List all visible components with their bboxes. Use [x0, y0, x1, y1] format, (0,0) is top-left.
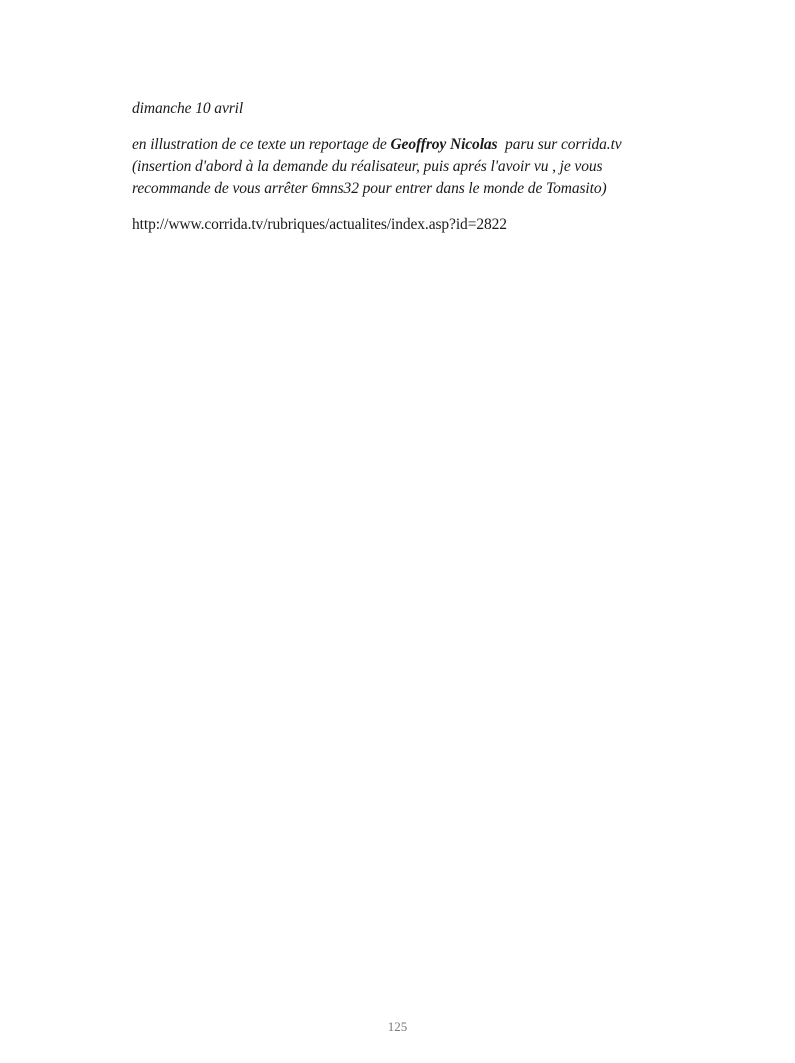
source-text: paru sur corrida.tv: [497, 136, 622, 153]
paragraph-line-2: (insertion d'abord à la demande du réalisateur, puis aprés l'avoir vu , je vous: [132, 158, 603, 175]
date-line: dimanche 10 avril: [132, 100, 244, 117]
reference-url: http://www.corrida.tv/rubriques/actualites/index.asp?id=2822: [132, 216, 507, 233]
author-name: Geoffroy Nicolas: [390, 136, 498, 153]
paragraph-line-3: recommande de vous arrêter 6mns32 pour entrer dans le monde de Tomasito): [132, 180, 607, 197]
page-number: 125: [387, 1019, 408, 1034]
page-content: [132, 98, 692, 236]
intro-text: en illustration de ce texte un reportage de: [132, 136, 391, 153]
body-paragraph: [132, 134, 692, 200]
paragraph-line-1: [132, 134, 692, 156]
